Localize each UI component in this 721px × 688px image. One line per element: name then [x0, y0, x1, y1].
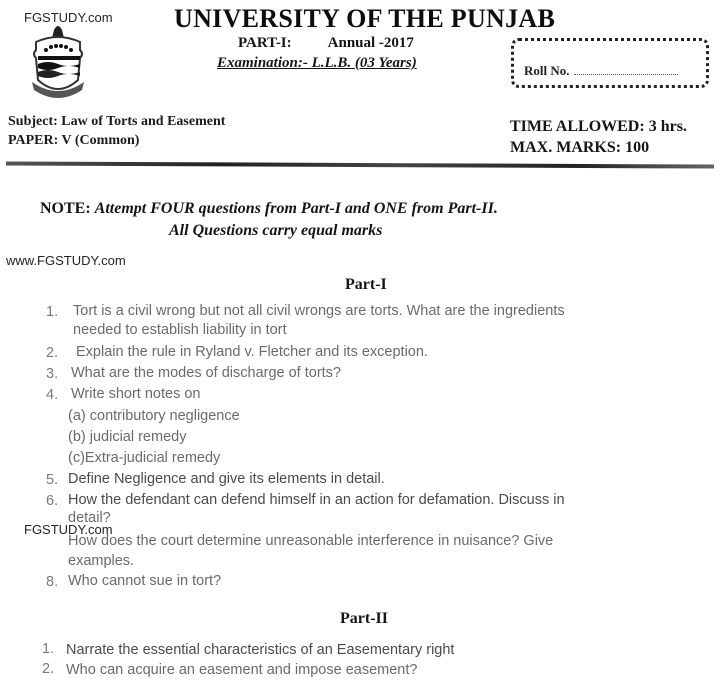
question-number: 6. [46, 493, 59, 509]
roll-number-blank [574, 65, 678, 75]
sub-item: (a) contributory negligence [68, 408, 240, 424]
question-number: 5. [46, 472, 59, 488]
question-text: Who cannot sue in tort? [68, 573, 222, 589]
question-text: Narrate the essential characteristics of an Easementary right [66, 642, 455, 658]
roll-number-label: Roll No. [524, 63, 570, 78]
note-line-2: All Questions carry equal marks [169, 222, 383, 239]
question-text: detail? [68, 510, 111, 526]
question-number: 2. [46, 345, 59, 361]
watermark-middle: www.FGSTUDY.com [6, 253, 126, 268]
roll-number-field [524, 63, 678, 79]
question-text: Tort is a civil wrong but not all civil wrongs are torts. What are the ingredients [73, 303, 565, 319]
question-text: Explain the rule in Ryland v. Fletcher and its exception. [76, 344, 428, 360]
university-title: UNIVERSITY OF THE PUNJAB [174, 4, 556, 33]
part-session-line [238, 35, 414, 52]
watermark-top: FGSTUDY.com [24, 10, 113, 25]
question-text: How does the court determine unreasonable interference in nuisance? Give [68, 533, 554, 549]
subject-label: Subject: Law of Torts and Easement [8, 114, 226, 129]
session-label: Annual -2017 [327, 35, 414, 51]
part-2-heading: Part-II [340, 610, 388, 627]
question-text: Write short notes on [71, 386, 201, 402]
max-marks: MAX. MARKS: 100 [510, 139, 650, 156]
part-label: PART-I: [238, 35, 292, 51]
header-divider [6, 161, 714, 168]
question-number: 4. [46, 387, 59, 403]
part-1-heading: Part-I [345, 276, 387, 293]
question-number: 8. [46, 574, 59, 590]
question-number: 1. [42, 641, 55, 657]
question-number: 3. [46, 366, 59, 382]
question-text: What are the modes of discharge of torts? [71, 365, 341, 381]
sub-item: (c)Extra-judicial remedy [68, 450, 221, 466]
sub-item: (b) judicial remedy [68, 429, 187, 445]
note-prefix: NOTE: [40, 200, 91, 217]
roll-number-box [511, 38, 709, 88]
watermark-lower: FGSTUDY.com [24, 522, 113, 537]
note-line-1 [40, 200, 498, 218]
question-text: Who can acquire an easement and impose easement? [66, 662, 418, 678]
crest-icon [24, 20, 92, 102]
question-text: Define Negligence and give its elements in detail. [68, 471, 385, 487]
question-number: 1. [46, 304, 59, 320]
time-allowed: TIME ALLOWED: 3 hrs. [510, 118, 687, 135]
university-crest-logo [24, 20, 92, 102]
question-text: needed to establish liability in tort [73, 322, 287, 338]
question-text: examples. [68, 553, 135, 569]
question-number: 2. [42, 661, 55, 677]
note-instruction: Attempt FOUR questions from Part-I and ONE from Part-II. [94, 200, 498, 217]
paper-label: PAPER: V (Common) [8, 133, 140, 148]
examination-label: Examination:- L.L.B. (03 Years) [217, 55, 417, 71]
question-text: How the defendant can defend himself in an action for defamation. Discuss in [68, 492, 565, 508]
